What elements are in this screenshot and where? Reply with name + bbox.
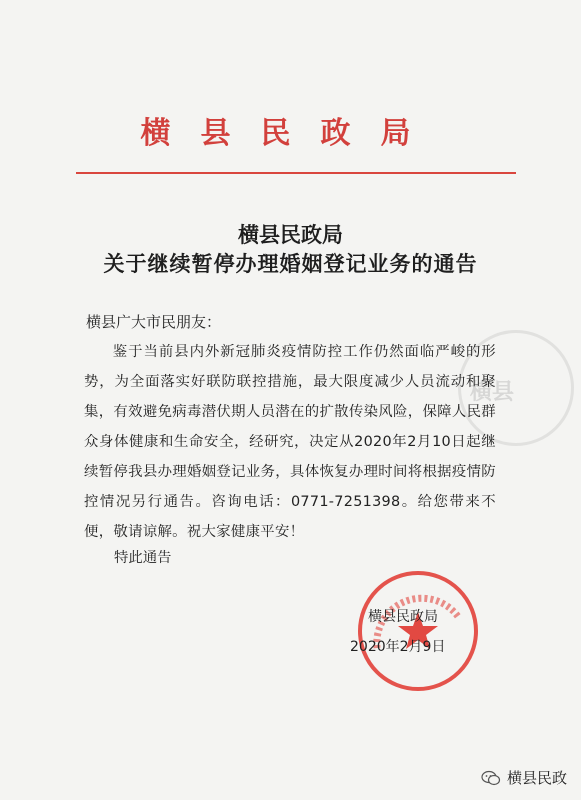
wechat-account-footer (481, 767, 567, 788)
notice-body: 鉴于当前县内外新冠肺炎疫情防控工作仍然面临严峻的形势，为全面落实好联防联控措施，最大限度减少人员流动和聚集，有效避免病毒潜伏期人员潜在的扩散传染风险，保障人民群众身体健康和生命安全，经研究，决定从2020年2月10日起继续暂停我县办理婚姻登记业务，具体恢复办理时间将根据疫情防控情况另行通告。咨询电话：0771-7251398。给您带来不便，敬请谅解。祝大家健康平安！ (84, 344, 496, 540)
wechat-icon (481, 770, 501, 786)
letterhead-divider (76, 172, 516, 174)
account-name: 横县民政 (506, 769, 567, 787)
signer: 横县民政局 (368, 609, 438, 625)
official-seal (355, 568, 481, 694)
salutation: 横县广大市民朋友： (86, 313, 222, 331)
letterhead-title: 横县民政局 (140, 116, 441, 151)
watermark: 横县 (470, 380, 515, 405)
issue-date: 2020年2月9日 (350, 639, 446, 655)
document-title-subject: 关于继续暂停办理婚姻登记业务的通告 (103, 252, 478, 276)
document-title-issuer: 横县民政局 (238, 223, 343, 247)
closing-phrase: 特此通告 (114, 550, 172, 566)
